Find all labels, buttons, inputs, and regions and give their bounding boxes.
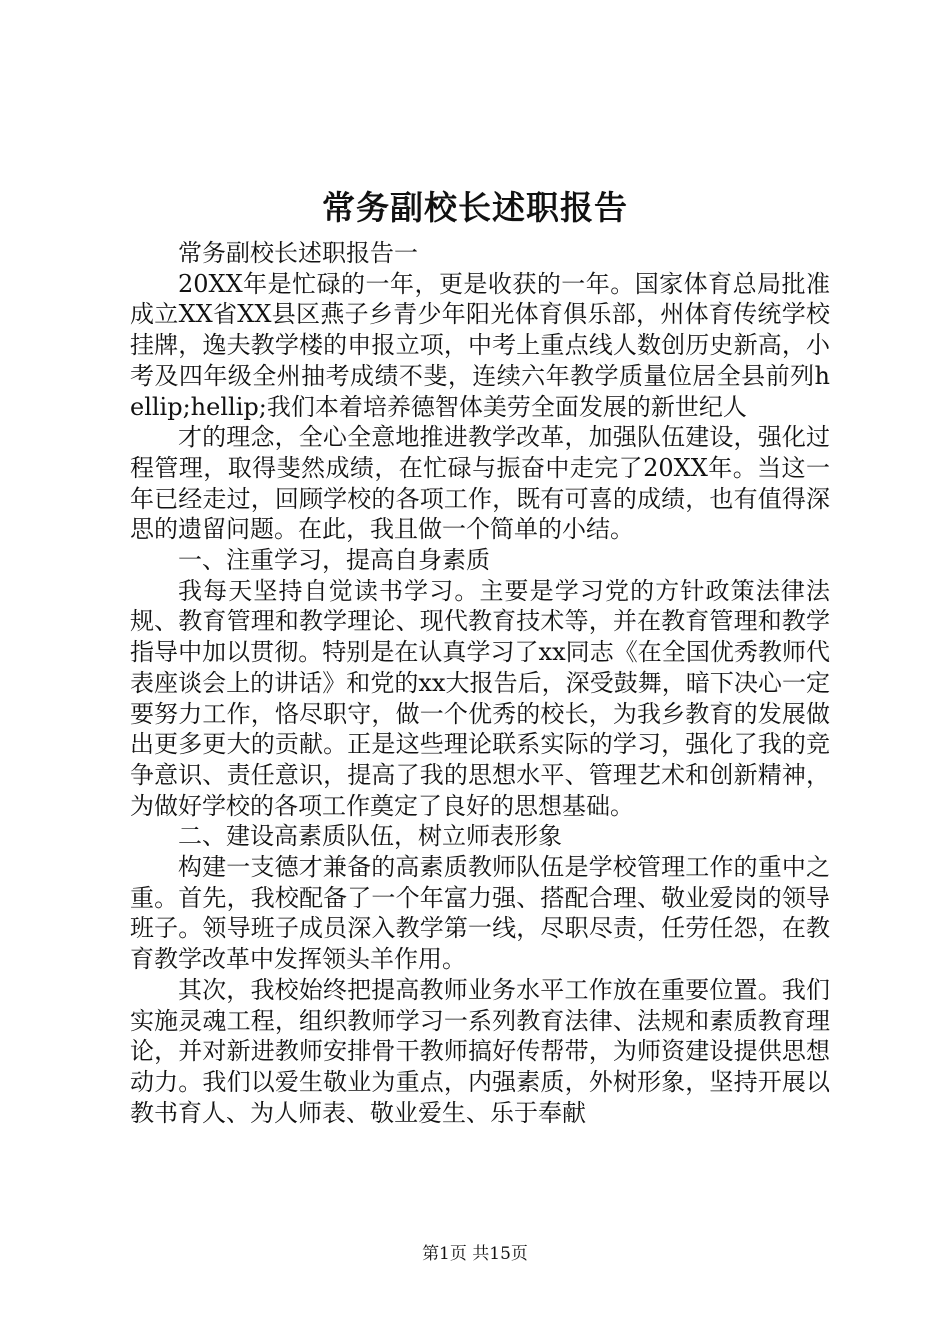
paragraph: 其次，我校始终把提高教师业务水平工作放在重要位置。我们实施灵魂工程，组织教师学习一系列教育法律、法规和素质教育理论，并对新进教师安排骨干教师搞好传帮带，为师资建设提供思想动力。我们以爱生敬业为重点，内强素质，外树形象，坚持开展以教书育人、为人师表、敬业爱生、乐于奉献	[130, 975, 830, 1127]
document-body	[130, 238, 830, 1128]
section-heading: 二、建设高素质队伍，树立师表形象	[178, 822, 562, 851]
paragraph: 我每天坚持自觉读书学习。主要是学习党的方针政策法律法规、教育管理和教学理论、现代教育技术等，并在教育管理和教学指导中加以贯彻。特别是在认真学习了xx同志《在全国优秀教师代表座谈会上的讲话》和党的xx大报告后，深受鼓舞，暗下决心一定要努力工作，恪尽职守，做一个优秀的校长，为我乡教育的发展做出更多更大的贡献。正是这些理论联系实际的学习，强化了我的竞争意识、责任意识，提高了我的思想水平、管理艺术和创新精神，为做好学校的各项工作奠定了良好的思想基础。	[130, 576, 830, 820]
page-number-footer: 第1页 共15页	[422, 1244, 528, 1264]
paragraph: 构建一支德才兼备的高素质教师队伍是学校管理工作的重中之重。首先，我校配备了一个年富力强、搭配合理、敬业爱岗的领导班子。领导班子成员深入教学第一线，尽职尽责，任劳任怨，在教育教学改革中发挥领头羊作用。	[130, 853, 830, 974]
paragraph: 20XX年是忙碌的一年，更是收获的一年。国家体育总局批准成立XX省XX县区燕子乡青少年阳光体育俱乐部，州体育传统学校挂牌，逸夫教学楼的申报立项，中考上重点线人数创历史新高，小考及四年级全州抽考成绩不斐，连续六年教学质量位居全县前列hellip;hellip;我们本着培养德智体美劳全面发展的新世纪人	[130, 269, 830, 421]
paragraph: 才的理念，全心全意地推进教学改革，加强队伍建设，强化过程管理，取得斐然成绩，在忙碌与振奋中走完了20XX年。当这一年已经走过，回顾学校的各项工作，既有可喜的成绩，也有值得深思的遗留问题。在此，我且做一个简单的小结。	[130, 423, 830, 544]
document-title: 常务副校长述职报告	[322, 188, 628, 227]
paragraph-subtitle: 常务副校长述职报告一	[178, 239, 418, 267]
section-heading: 一、注重学习，提高自身素质	[178, 546, 490, 575]
